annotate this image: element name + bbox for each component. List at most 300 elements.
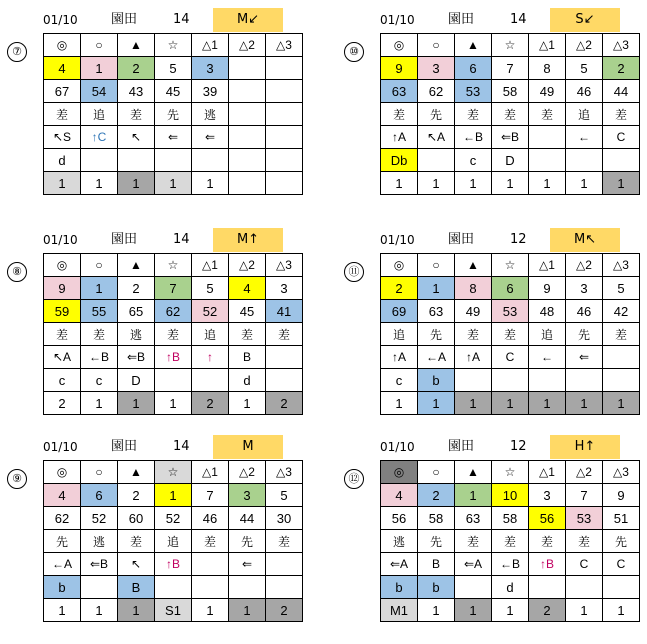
arrow-cell: ⇐B <box>492 126 529 149</box>
extra-cell <box>229 576 266 599</box>
result-cell: 1 <box>566 172 603 195</box>
mark-cell: △3 <box>603 254 640 277</box>
horse-cell: 7 <box>192 484 229 507</box>
mark-row <box>381 461 640 484</box>
style-cell: 先 <box>44 530 81 553</box>
result-cell: 2 <box>529 599 566 622</box>
arrow-cell: B <box>418 553 455 576</box>
horse-cell: 2 <box>118 277 155 300</box>
horse-cell: 6 <box>455 57 492 80</box>
mark-cell: ▲ <box>455 34 492 57</box>
score-cell: 46 <box>566 80 603 103</box>
arrow-cell: ←B <box>492 553 529 576</box>
score-cell: 49 <box>529 80 566 103</box>
score-cell: 52 <box>155 507 192 530</box>
result-cell: 1 <box>81 172 118 195</box>
score-cell: 62 <box>44 507 81 530</box>
race-date: 01/10 <box>43 440 78 454</box>
extra-cell <box>192 369 229 392</box>
arrow-cell: ←A <box>44 553 81 576</box>
arrow-cell: ⇐ <box>155 126 192 149</box>
style-cell: 先 <box>418 530 455 553</box>
result-cell: 1 <box>603 172 640 195</box>
panel-12 <box>348 435 647 625</box>
extra-cell <box>266 576 303 599</box>
extra-cell <box>455 369 492 392</box>
horse-cell: 9 <box>44 277 81 300</box>
extra-cell <box>529 576 566 599</box>
mark-cell: △3 <box>266 461 303 484</box>
result-cell: 2 <box>266 392 303 415</box>
horse-row <box>44 57 303 80</box>
horse-cell <box>229 57 266 80</box>
result-cell: 1 <box>155 392 192 415</box>
style-cell: 差 <box>492 530 529 553</box>
style-cell: 差 <box>192 530 229 553</box>
race-number-badge: ⑫ <box>344 469 364 489</box>
style-cell: 差 <box>381 103 418 126</box>
track-condition: H↑ <box>550 435 620 459</box>
score-row <box>381 80 640 103</box>
horse-cell: 6 <box>492 277 529 300</box>
horse-row <box>381 484 640 507</box>
extra-cell <box>192 149 229 172</box>
horse-cell: 5 <box>192 277 229 300</box>
result-cell: 1 <box>492 172 529 195</box>
venue-name: 園田 <box>448 232 475 247</box>
style-cell <box>229 103 266 126</box>
result-cell: 1 <box>455 599 492 622</box>
style-row <box>381 530 640 553</box>
style-cell: 差 <box>266 530 303 553</box>
mark-cell: △1 <box>529 34 566 57</box>
result-cell: 1 <box>229 392 266 415</box>
extra-cell <box>566 576 603 599</box>
mark-cell: △3 <box>266 34 303 57</box>
style-cell: 先 <box>418 323 455 346</box>
extra-cell <box>492 369 529 392</box>
mark-cell: ◎ <box>381 254 418 277</box>
panel-8 <box>12 228 343 418</box>
horse-cell: 3 <box>418 57 455 80</box>
result-cell: S1 <box>155 599 192 622</box>
horse-cell: 7 <box>492 57 529 80</box>
arrow-cell <box>529 126 566 149</box>
score-cell <box>229 80 266 103</box>
arrow-cell <box>229 126 266 149</box>
race-number-badge: ⑩ <box>344 42 364 62</box>
prediction-grid <box>43 33 303 195</box>
horse-cell: 2 <box>603 57 640 80</box>
mark-cell: ▲ <box>455 461 492 484</box>
mark-cell: ◎ <box>381 34 418 57</box>
result-cell: 1 <box>603 599 640 622</box>
style-cell: 追 <box>81 103 118 126</box>
result-row <box>381 172 640 195</box>
result-cell: 1 <box>418 599 455 622</box>
score-cell: 42 <box>603 300 640 323</box>
horse-cell: 3 <box>229 484 266 507</box>
prediction-grid <box>43 253 303 415</box>
arrow-cell: ⇐B <box>81 553 118 576</box>
score-cell: 53 <box>455 80 492 103</box>
style-cell: 差 <box>44 103 81 126</box>
mark-cell: △2 <box>229 254 266 277</box>
extra-cell: c <box>381 369 418 392</box>
horse-cell: 4 <box>229 277 266 300</box>
style-cell: 差 <box>118 103 155 126</box>
result-cell: 1 <box>529 392 566 415</box>
mark-cell: ☆ <box>492 254 529 277</box>
result-row <box>44 392 303 415</box>
style-cell: 差 <box>455 323 492 346</box>
mark-row <box>44 461 303 484</box>
result-cell: 2 <box>266 599 303 622</box>
race-count: 14 <box>173 232 190 247</box>
style-cell: 差 <box>81 323 118 346</box>
mark-cell: △1 <box>192 254 229 277</box>
arrow-cell: ↑B <box>155 346 192 369</box>
horse-cell: 6 <box>81 484 118 507</box>
race-number-badge: ⑦ <box>7 42 27 62</box>
mark-cell: ○ <box>418 254 455 277</box>
panel-10 <box>349 8 647 198</box>
style-cell: 先 <box>566 323 603 346</box>
arrow-row <box>44 126 303 149</box>
score-cell: 48 <box>529 300 566 323</box>
style-cell: 追 <box>192 323 229 346</box>
result-cell: 2 <box>192 392 229 415</box>
extra-cell <box>603 149 640 172</box>
venue-name: 園田 <box>111 12 138 27</box>
horse-cell: 5 <box>566 57 603 80</box>
score-row <box>381 507 640 530</box>
extra-cell <box>603 576 640 599</box>
score-cell: 60 <box>118 507 155 530</box>
arrow-cell: ↑A <box>455 346 492 369</box>
race-count: 14 <box>173 439 190 454</box>
result-cell: 1 <box>81 599 118 622</box>
score-cell: 46 <box>566 300 603 323</box>
result-cell: 1 <box>418 392 455 415</box>
score-cell: 58 <box>492 507 529 530</box>
score-row <box>44 300 303 323</box>
result-cell: 1 <box>81 392 118 415</box>
mark-cell: ▲ <box>118 254 155 277</box>
mark-cell: ☆ <box>492 34 529 57</box>
score-cell: 52 <box>81 507 118 530</box>
arrow-cell: ⇐ <box>192 126 229 149</box>
result-cell: 2 <box>44 392 81 415</box>
arrow-cell: ↑A <box>381 126 418 149</box>
arrow-cell: ←B <box>455 126 492 149</box>
extra-cell: d <box>492 576 529 599</box>
horse-cell: 5 <box>266 484 303 507</box>
style-row <box>381 323 640 346</box>
arrow-cell: ← <box>529 346 566 369</box>
horse-cell: 1 <box>81 57 118 80</box>
horse-cell: 8 <box>529 57 566 80</box>
result-cell: 1 <box>118 599 155 622</box>
arrow-cell <box>266 126 303 149</box>
race-count: 12 <box>510 232 527 247</box>
arrow-cell: C <box>603 553 640 576</box>
style-cell: 差 <box>603 103 640 126</box>
style-cell: 先 <box>418 103 455 126</box>
horse-cell: 4 <box>381 484 418 507</box>
score-cell <box>266 80 303 103</box>
result-cell <box>266 172 303 195</box>
race-number-badge: ⑧ <box>7 262 27 282</box>
mark-cell: ◎ <box>44 461 81 484</box>
extra-cell <box>266 149 303 172</box>
mark-cell: △3 <box>603 34 640 57</box>
style-cell: 逃 <box>118 323 155 346</box>
arrow-cell: ↖S <box>44 126 81 149</box>
style-row <box>44 103 303 126</box>
race-date: 01/10 <box>43 13 78 27</box>
horse-cell: 5 <box>155 57 192 80</box>
score-cell: 58 <box>492 80 529 103</box>
track-condition: S↙ <box>550 8 620 32</box>
arrow-cell: ← <box>566 126 603 149</box>
extra-cell <box>266 369 303 392</box>
venue-name: 園田 <box>448 439 475 454</box>
mark-cell: ◎ <box>44 34 81 57</box>
extra-cell <box>118 149 155 172</box>
arrow-cell: ↖A <box>418 126 455 149</box>
horse-cell: 1 <box>455 484 492 507</box>
horse-cell: 2 <box>381 277 418 300</box>
track-condition: M <box>213 435 283 459</box>
score-cell: 30 <box>266 507 303 530</box>
extra-cell <box>155 576 192 599</box>
panel-11 <box>348 228 647 418</box>
arrow-cell <box>266 346 303 369</box>
style-cell: 差 <box>44 323 81 346</box>
score-cell: 56 <box>381 507 418 530</box>
arrow-cell: ↑A <box>381 346 418 369</box>
horse-cell: 8 <box>455 277 492 300</box>
extra-cell <box>566 369 603 392</box>
score-cell: 44 <box>229 507 266 530</box>
style-cell: 差 <box>266 323 303 346</box>
race-count: 14 <box>510 12 527 27</box>
result-cell: 1 <box>192 599 229 622</box>
race-date: 01/10 <box>43 233 78 247</box>
mark-cell: △2 <box>566 254 603 277</box>
result-cell: 1 <box>418 172 455 195</box>
style-cell: 差 <box>492 323 529 346</box>
mark-cell: △3 <box>603 461 640 484</box>
mark-cell: ○ <box>81 461 118 484</box>
style-cell: 追 <box>529 323 566 346</box>
result-cell: 1 <box>381 392 418 415</box>
score-cell: 56 <box>529 507 566 530</box>
result-cell: 1 <box>603 392 640 415</box>
style-cell: 先 <box>603 530 640 553</box>
race-count: 14 <box>173 12 190 27</box>
score-cell: 63 <box>418 300 455 323</box>
mark-cell: △3 <box>266 254 303 277</box>
arrow-row <box>44 346 303 369</box>
arrow-cell <box>603 346 640 369</box>
result-cell: M1 <box>381 599 418 622</box>
horse-row <box>381 57 640 80</box>
mark-cell: ○ <box>418 461 455 484</box>
style-cell: 差 <box>229 323 266 346</box>
style-cell: 先 <box>229 530 266 553</box>
score-cell: 67 <box>44 80 81 103</box>
result-cell: 1 <box>381 172 418 195</box>
arrow-cell: C <box>603 126 640 149</box>
result-cell: 1 <box>455 392 492 415</box>
horse-cell: 3 <box>192 57 229 80</box>
horse-cell: 4 <box>44 484 81 507</box>
arrow-cell: ↑ <box>192 346 229 369</box>
extra-cell <box>418 149 455 172</box>
arrow-cell: ←B <box>81 346 118 369</box>
horse-cell: 3 <box>566 277 603 300</box>
extra-cell <box>81 576 118 599</box>
result-cell: 1 <box>44 599 81 622</box>
result-cell: 1 <box>566 392 603 415</box>
venue-name: 園田 <box>111 439 138 454</box>
mark-cell: ◎ <box>381 461 418 484</box>
result-row <box>44 599 303 622</box>
extra-row <box>381 149 640 172</box>
result-cell: 1 <box>566 599 603 622</box>
result-cell: 1 <box>44 172 81 195</box>
panel-7 <box>12 8 343 198</box>
arrow-cell: ↑C <box>81 126 118 149</box>
mark-cell: ○ <box>81 254 118 277</box>
venue-name: 園田 <box>111 232 138 247</box>
horse-cell: 9 <box>381 57 418 80</box>
score-cell: 59 <box>44 300 81 323</box>
result-cell: 1 <box>492 599 529 622</box>
result-row <box>44 172 303 195</box>
style-cell: 追 <box>566 103 603 126</box>
extra-cell: c <box>455 149 492 172</box>
mark-cell: ☆ <box>155 254 192 277</box>
score-cell: 43 <box>118 80 155 103</box>
mark-cell: △2 <box>566 461 603 484</box>
horse-cell: 1 <box>155 484 192 507</box>
result-cell: 1 <box>192 172 229 195</box>
mark-cell: △2 <box>229 34 266 57</box>
mark-cell: △1 <box>192 461 229 484</box>
score-cell: 58 <box>418 507 455 530</box>
extra-cell <box>81 149 118 172</box>
extra-cell: Db <box>381 149 418 172</box>
extra-cell <box>529 369 566 392</box>
mark-cell: ▲ <box>118 34 155 57</box>
race-date: 01/10 <box>380 13 415 27</box>
extra-cell: B <box>118 576 155 599</box>
extra-row <box>381 576 640 599</box>
horse-cell: 1 <box>81 277 118 300</box>
arrow-row <box>44 553 303 576</box>
horse-cell: 9 <box>603 484 640 507</box>
score-cell: 62 <box>418 80 455 103</box>
arrow-cell: ←A <box>418 346 455 369</box>
result-cell: 1 <box>118 392 155 415</box>
extra-cell <box>155 369 192 392</box>
prediction-grid <box>380 33 640 195</box>
style-cell: 追 <box>381 323 418 346</box>
style-cell: 先 <box>155 103 192 126</box>
arrow-cell <box>266 553 303 576</box>
score-cell: 52 <box>192 300 229 323</box>
mark-cell: ☆ <box>155 34 192 57</box>
mark-cell: ○ <box>418 34 455 57</box>
horse-row <box>381 277 640 300</box>
extra-cell: D <box>492 149 529 172</box>
result-cell <box>229 172 266 195</box>
mark-cell: ☆ <box>492 461 529 484</box>
mark-cell: △2 <box>566 34 603 57</box>
mark-cell: ○ <box>81 34 118 57</box>
arrow-cell: ↑B <box>529 553 566 576</box>
arrow-cell: ↑B <box>155 553 192 576</box>
extra-cell: d <box>229 369 266 392</box>
horse-cell: 2 <box>118 57 155 80</box>
arrow-cell: C <box>566 553 603 576</box>
extra-cell: b <box>44 576 81 599</box>
score-cell: 45 <box>229 300 266 323</box>
style-cell: 差 <box>529 530 566 553</box>
mark-cell: △1 <box>529 254 566 277</box>
prediction-grid <box>380 253 640 415</box>
style-cell: 逃 <box>192 103 229 126</box>
score-cell: 69 <box>381 300 418 323</box>
score-cell: 39 <box>192 80 229 103</box>
score-cell: 45 <box>155 80 192 103</box>
result-cell: 1 <box>492 392 529 415</box>
prediction-grid <box>380 460 640 622</box>
extra-cell <box>566 149 603 172</box>
extra-cell: d <box>44 149 81 172</box>
score-cell: 49 <box>455 300 492 323</box>
score-cell: 65 <box>118 300 155 323</box>
score-row <box>381 300 640 323</box>
result-row <box>381 599 640 622</box>
score-row <box>44 507 303 530</box>
extra-cell: c <box>44 369 81 392</box>
extra-cell <box>192 576 229 599</box>
score-cell: 51 <box>603 507 640 530</box>
score-cell: 46 <box>192 507 229 530</box>
extra-cell <box>529 149 566 172</box>
arrow-row <box>381 126 640 149</box>
mark-cell: ◎ <box>44 254 81 277</box>
horse-cell: 3 <box>266 277 303 300</box>
score-cell: 54 <box>81 80 118 103</box>
race-date: 01/10 <box>380 233 415 247</box>
extra-cell <box>455 576 492 599</box>
score-cell: 63 <box>381 80 418 103</box>
arrow-cell: ⇐A <box>381 553 418 576</box>
horse-cell <box>266 57 303 80</box>
arrow-cell: ⇐B <box>118 346 155 369</box>
style-cell: 追 <box>155 530 192 553</box>
horse-cell: 2 <box>418 484 455 507</box>
horse-row <box>44 277 303 300</box>
style-cell: 差 <box>455 103 492 126</box>
arrow-cell: ↖ <box>118 126 155 149</box>
arrow-cell: ⇐ <box>566 346 603 369</box>
